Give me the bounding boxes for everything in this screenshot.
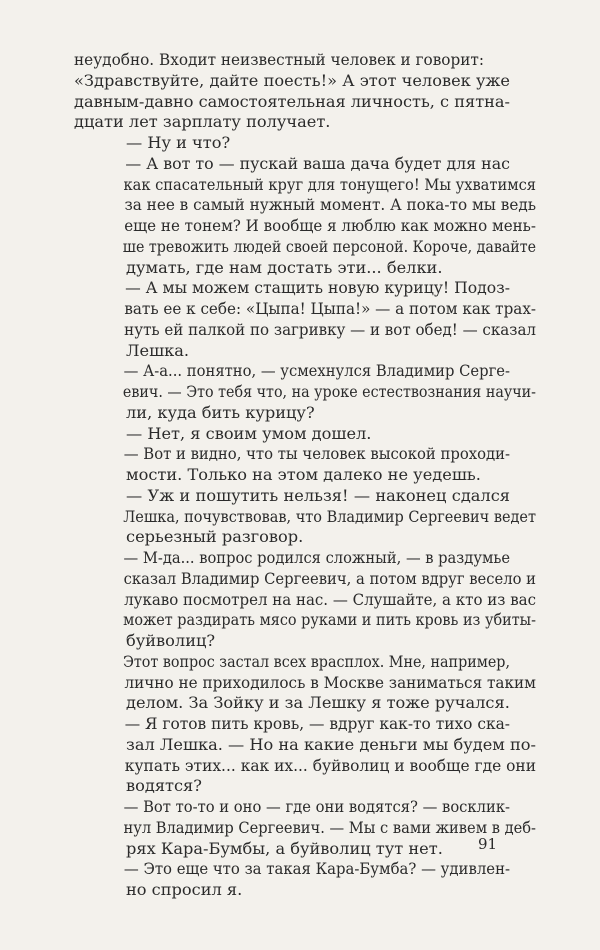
text-line: ли, куда бить курицу? bbox=[126, 402, 315, 422]
paragraph bbox=[74, 859, 510, 901]
paragraph bbox=[74, 714, 536, 797]
text-line: сказал Владимир Сергеевич, а потом вдруг весело и bbox=[123, 568, 536, 588]
text-line: как спасательный круг для тонущего! Мы ухватимся bbox=[123, 174, 537, 194]
text-line: мости. Только на этом далеко не уедешь. bbox=[126, 465, 481, 484]
text-line: купать этих... как их... буйволиц и вообще где они bbox=[124, 755, 536, 775]
text-line: может раздирать мясо руками и пить кровь из убиты- bbox=[123, 610, 537, 630]
body-text bbox=[74, 50, 537, 901]
text-line: серьезный разговор. bbox=[126, 527, 304, 547]
paragraph bbox=[74, 50, 510, 133]
text-line: Лешка, почувствовав, что Владимир Сергеевич ведет bbox=[123, 506, 536, 526]
paragraph bbox=[74, 424, 510, 445]
page-number: 91 bbox=[478, 835, 498, 853]
paragraph bbox=[74, 444, 510, 486]
text-line: дцати лет зарплату получает. bbox=[74, 112, 331, 132]
text-line: водятся? bbox=[126, 776, 202, 796]
text-line: «Здравствуйте, дайте поесть!» А этот человек уже bbox=[74, 70, 510, 90]
text-line: буйволиц? bbox=[126, 631, 216, 650]
text-line: Лешка. bbox=[126, 340, 190, 360]
text-line: думать, где нам достать эти... белки. bbox=[126, 257, 443, 277]
text-line: — Нет, я своим умом дошел. bbox=[126, 423, 372, 443]
text-line: — Это еще что за такая Кара-Бумба? — удивлен- bbox=[123, 859, 510, 879]
text-line: лично не приходилось в Москве заниматься таким bbox=[124, 672, 536, 692]
text-line: зал Лешка. — Но на какие деньги мы будем по- bbox=[125, 734, 536, 754]
paragraph bbox=[74, 485, 536, 548]
text-line: — М-да... вопрос родился сложный, — в раздумье bbox=[123, 548, 510, 567]
paragraph bbox=[74, 133, 510, 154]
text-line: — Ну и что? bbox=[126, 133, 231, 152]
text-line: за нее в самый нужный момент. А пока-то мы ведь bbox=[124, 195, 537, 215]
text-line: еще не тонем? И вообще я люблю как можно мень- bbox=[124, 216, 536, 235]
text-line: Этот вопрос застал всех врасплох. Мне, например, bbox=[122, 651, 511, 671]
text-line: нуть ей палкой по загривку — и вот обед! — сказал bbox=[124, 319, 537, 339]
text-line: евич. — Это тебя что, на уроке естествознания научи- bbox=[122, 382, 537, 401]
text-line: — Уж и пошутить нельзя! — наконец сдался bbox=[126, 485, 510, 505]
paragraph bbox=[74, 153, 537, 279]
text-line: — Вот и видно, что ты человек высокой проходи- bbox=[123, 444, 511, 464]
paragraph bbox=[74, 797, 536, 859]
text-line: — Вот то-то и оно — где они водятся? — восклик- bbox=[123, 797, 511, 816]
text-line: лукаво посмотрел на нас. — Слушайте, а кто из вас bbox=[124, 589, 536, 609]
paragraph bbox=[74, 361, 537, 423]
text-line: делом. За Зойку и за Лешку я тоже ручался. bbox=[126, 693, 510, 713]
text-line: неудобно. Входит неизвестный человек и говорит: bbox=[74, 50, 484, 69]
text-line: — Я готов пить кровь, — вдруг как-то тихо ска- bbox=[124, 714, 510, 733]
paragraph bbox=[74, 548, 537, 652]
text-line: — А вот то — пускай ваша дача будет для нас bbox=[125, 153, 511, 173]
text-line: вать ее к себе: «Цыпа! Цыпа!» — а потом как трах- bbox=[124, 299, 536, 318]
text-line: но спросил я. bbox=[126, 880, 243, 899]
text-line: давным-давно самостоятельная личность, с пятна- bbox=[74, 91, 510, 111]
text-line: ше тревожить людей своей персоной. Короче, давайте bbox=[122, 236, 536, 256]
text-line: — А мы можем стащить новую курицу! Подоз- bbox=[125, 278, 511, 298]
text-line: рях Кара-Бумбы, а буйволиц тут нет. bbox=[126, 838, 443, 858]
paragraph bbox=[74, 278, 537, 361]
text-line: — А-а... понятно, — усмехнулся Владимир Серге- bbox=[123, 361, 511, 381]
text-line: нул Владимир Сергеевич. — Мы с вами живем в деб- bbox=[123, 817, 536, 837]
paragraph bbox=[74, 651, 536, 714]
